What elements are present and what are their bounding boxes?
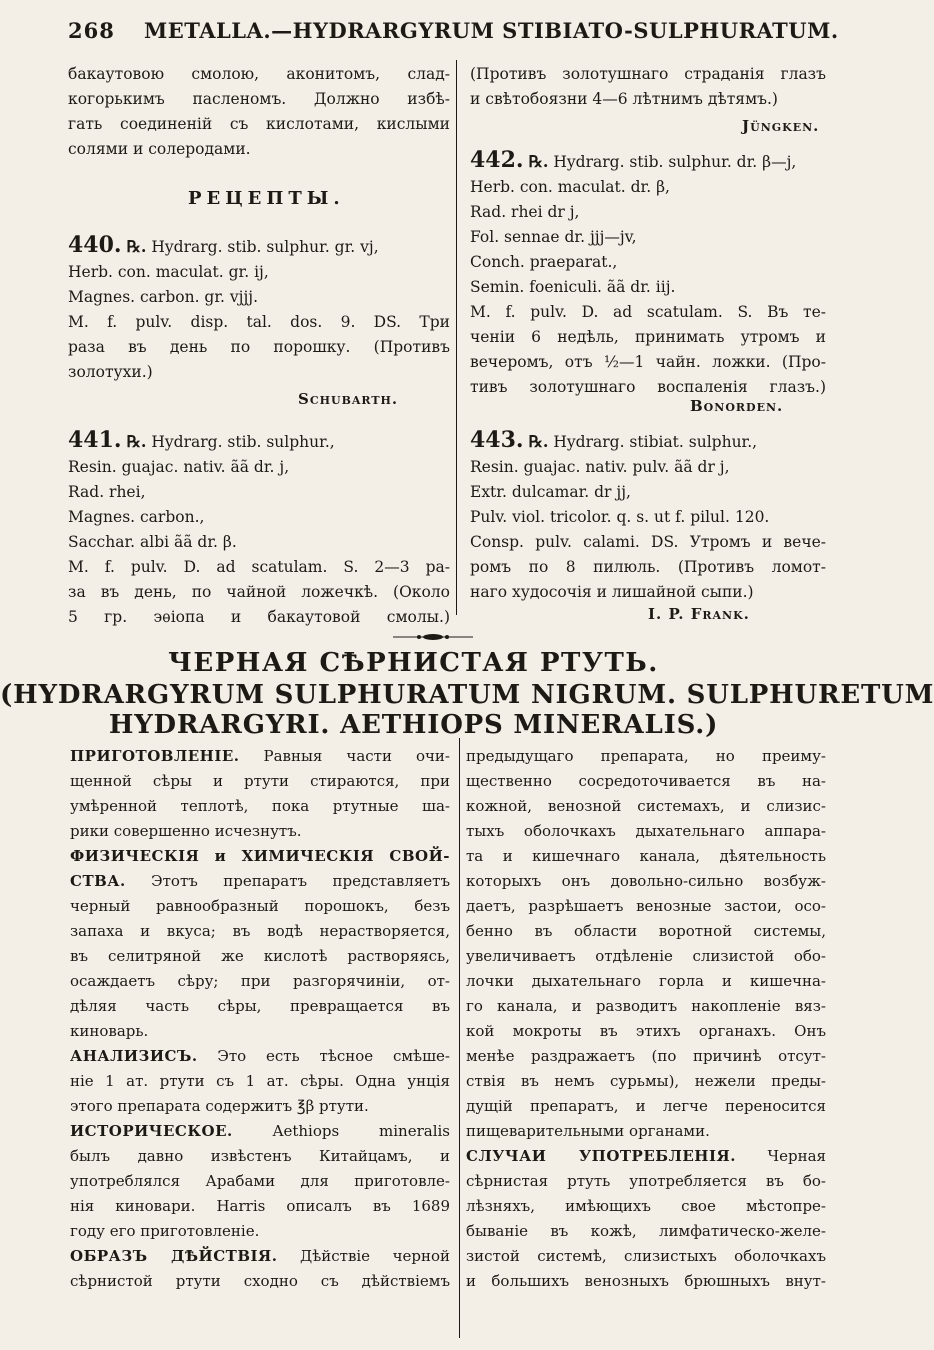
text-line (70, 1069, 450, 1094)
recipe-number: 440. (68, 232, 122, 258)
text-line (70, 869, 450, 894)
text-line (466, 1194, 826, 1219)
text-line: когорькимъ пасленомъ. Должно избѣ- (68, 90, 450, 108)
text-line (466, 794, 826, 819)
text-line (466, 969, 826, 994)
recipe-line: Magnes. carbon. gr. vjjj. (68, 288, 259, 306)
line-text: Aethiops mineralis (232, 1122, 450, 1140)
recipe-first-line (68, 425, 450, 455)
line-text: Дѣйствіе черной (277, 1247, 450, 1265)
recipe-line: Hydrarg. stib. sulphur. gr. vj, (151, 238, 379, 256)
line-text: щенной сѣры и ртути стираются, при (70, 772, 450, 790)
line-text: Черная (735, 1147, 826, 1165)
line-text: ніе 1 ат. ртути съ 1 ат. сѣры. Одна унція (70, 1072, 450, 1090)
line-text: этого препарата содержитъ ℥β ртути. (70, 1097, 369, 1115)
recipe-first-line (470, 425, 826, 455)
recipe-line: Extr. dulcamar. dr jj, (470, 483, 631, 501)
rx-symbol: ℞. (126, 237, 147, 256)
line-text: рики совершенно исчезнутъ. (70, 822, 302, 840)
line-text: умѣренной теплотѣ, пока ртутные ша- (70, 797, 450, 815)
recipe-line: вечеромъ, отъ ½—1 чайн. ложки. (Про- (470, 353, 826, 371)
recipe-line: Conch. praeparat., (470, 253, 618, 271)
running-header (68, 18, 839, 46)
line-text: кожной, венозной системахъ, и слизис- (466, 797, 826, 815)
recipe-line: наго худосочія и лишайной сыпи.) (470, 583, 754, 601)
line-text: кой мокроты въ этихъ органахъ. Онъ (466, 1022, 826, 1040)
recipe-line: 5 гр. эѳіопа и бакаутовой смолы.) (68, 608, 450, 626)
author-bonorden: Bonorden. (690, 397, 784, 415)
section-lead: ИСТОРИЧЕСКОЕ. (70, 1122, 233, 1140)
recipe-line: Hydrarg. stib. sulphur. dr. β—j, (553, 153, 797, 171)
line-text: въ селитряной же кислотѣ растворяясь, (70, 947, 450, 965)
text-line (466, 919, 826, 944)
text-line (70, 794, 450, 819)
line-text: щественно сосредоточивается въ на- (466, 772, 826, 790)
text-line (70, 894, 450, 919)
text-line (466, 1169, 826, 1194)
text-line (70, 919, 450, 944)
section-title: ЧЕРНАЯ СѢРНИСТАЯ РТУТЬ. (168, 648, 659, 678)
recipe-number: 442. (470, 147, 524, 173)
text-line: солями и солеродами. (68, 140, 251, 158)
author-jungken: Jüngken. (742, 117, 820, 135)
text-line (70, 1194, 450, 1219)
recipe-line: Magnes. carbon., (68, 508, 205, 526)
line-text: Этотъ препаратъ представляетъ (125, 872, 450, 890)
line-text: Это есть тѣсное смѣше- (197, 1047, 450, 1065)
text-line (466, 1019, 826, 1044)
recipe-line: Rad. rhei, (68, 483, 146, 501)
text-line (466, 1119, 826, 1144)
line-text: тыхъ оболочкахъ дыхательнаго аппара- (466, 822, 826, 840)
recipe-line: M. f. pulv. D. ad scatulam. S. 2—3 ра- (68, 558, 450, 576)
recipe-line: ромъ по 8 пилюль. (Противъ ломот- (470, 558, 826, 576)
text-line (70, 1119, 450, 1144)
recipe-440 (68, 230, 450, 385)
text-line: гать соединеній съ кислотами, кислыми (68, 115, 450, 133)
section-lead: СТВА. (70, 872, 126, 890)
line-text: нія киновари. Harris описалъ въ 1689 (70, 1197, 450, 1215)
top-right-intro (470, 62, 826, 112)
section-latin-title: HYDRARGYRI. AETHIOPS MINERALIS.) (108, 710, 719, 740)
text-line (70, 819, 450, 844)
text-line: (Противъ золотушнаго страданія глазъ (470, 65, 826, 83)
line-text: го канала, и разводитъ накопленіе вяз- (466, 997, 826, 1015)
recipe-line: Fol. sennae dr. jjj—jv, (470, 228, 637, 246)
recipe-442 (470, 145, 826, 400)
section-lead: ОБРАЗЪ ДѢЙСТВІЯ. (70, 1247, 278, 1265)
recipe-line: Resin. guajac. nativ. pulv. ãã dr j, (470, 458, 730, 476)
recipe-441 (68, 425, 450, 630)
text-line (466, 1094, 826, 1119)
line-text: году его приготовленіе. (70, 1222, 260, 1240)
text-line (70, 994, 450, 1019)
line-text: лочки дыхательнаго горла и кишечна- (466, 972, 826, 990)
recipe-line: Resin. guajac. nativ. ãã dr. j, (68, 458, 290, 476)
text-line (466, 1069, 826, 1094)
section-lead: СЛУЧАИ УПОТРЕБЛЕНІЯ. (466, 1147, 736, 1165)
text-line (466, 1269, 826, 1294)
top-left-intro (68, 62, 450, 162)
line-text: сѣрнистой ртути сходно съ дѣйствіемъ (70, 1272, 450, 1290)
line-text: дѣляя часть сѣры, превращается въ (70, 997, 450, 1015)
line-text: лѣзняхъ, имѣющихъ свое мѣстопре- (466, 1197, 826, 1215)
author-frank: I. P. Frank. (648, 605, 750, 623)
author-schubarth: Schubarth. (298, 390, 399, 408)
section-lead: ПРИГОТОВЛЕНІЕ. (70, 747, 240, 765)
recipe-line: M. f. pulv. D. ad scatulam. S. Въ те- (470, 303, 826, 321)
text-line (70, 1044, 450, 1069)
recipe-line: M. f. pulv. disp. tal. dos. 9. DS. Три (68, 313, 450, 331)
text-line (70, 1269, 450, 1294)
section-lead: ФИЗИЧЕСКІЯ и ХИМИЧЕСКІЯ СВОЙ- (70, 847, 450, 865)
line-text: предыдущаго препарата, но преиму- (466, 747, 826, 765)
line-text: бенно въ области воротной системы, (466, 922, 826, 940)
recipe-line: Hydrarg. stibiat. sulphur., (553, 433, 758, 451)
line-text: даетъ, разрѣшаетъ венозные застои, осо- (466, 897, 826, 915)
rx-symbol: ℞. (528, 152, 549, 171)
rx-symbol: ℞. (528, 432, 549, 451)
line-text: зистой системѣ, слизистыхъ оболочкахъ (466, 1247, 826, 1265)
text-line (466, 944, 826, 969)
recipe-number: 443. (470, 427, 524, 453)
section-lead: АНАЛИЗИСЪ. (70, 1047, 198, 1065)
column-rule-bottom (459, 738, 460, 1338)
line-text: та и кишечнаго канала, дѣятельность (466, 847, 826, 865)
text-line (466, 844, 826, 869)
text-line (466, 1044, 826, 1069)
recipe-line: Sacchar. albi ãã dr. β. (68, 533, 237, 551)
text-line (466, 1244, 826, 1269)
text-line (466, 744, 826, 769)
text-line (70, 769, 450, 794)
recipe-first-line (470, 145, 826, 175)
line-text: употреблялся Арабами для приготовле- (70, 1172, 450, 1190)
recipe-line: раза въ день по порошку. (Противъ (68, 338, 450, 356)
text-line (70, 1019, 450, 1044)
page-number: 268 (68, 18, 115, 43)
text-line (70, 1219, 450, 1244)
line-text: сѣрнистая ртуть употребляется въ бо- (466, 1172, 826, 1190)
column-rule-top (456, 60, 457, 615)
text-line (466, 819, 826, 844)
line-text: черный равнообразный порошокъ, безъ (70, 897, 450, 915)
text-line (466, 1144, 826, 1169)
line-text: киноварь. (70, 1022, 149, 1040)
text-line (466, 769, 826, 794)
text-line (466, 994, 826, 1019)
line-text: пищеварительными органами. (466, 1122, 710, 1140)
text-line (466, 1219, 826, 1244)
bottom-left-column (70, 744, 450, 1294)
text-line (466, 869, 826, 894)
recipe-line: тивъ золотушнаго воспаленія глазъ.) (470, 378, 826, 396)
line-text: дущій препаратъ, и легче переносится (466, 1097, 826, 1115)
text-line (70, 969, 450, 994)
recipe-number: 441. (68, 427, 122, 453)
line-text: бываніе въ кожѣ, лимфатическо-желе- (466, 1222, 826, 1240)
recipe-first-line (68, 230, 450, 260)
line-text: и большихъ венозныхъ брюшныхъ внут- (466, 1272, 826, 1290)
recipe-line: Herb. con. maculat. gr. ij, (68, 263, 269, 281)
text-line (70, 1144, 450, 1169)
recipes-heading: РЕЦЕПТЫ. (188, 188, 345, 209)
bottom-right-column (466, 744, 826, 1294)
recipe-line: Consp. pulv. calami. DS. Утромъ и вече- (470, 533, 826, 551)
recipe-line: за въ день, по чайной ложечкѣ. (Около (68, 583, 450, 601)
recipe-line: Herb. con. maculat. dr. β, (470, 178, 670, 196)
running-title: METALLA.—HYDRARGYRUM STIBIATO-SULPHURATUM. (144, 18, 839, 43)
line-text: запаха и вкуса; въ водѣ нерастворяется, (70, 922, 450, 940)
text-line (466, 894, 826, 919)
text-line: бакаутовою смолою, аконитомъ, слад- (68, 65, 450, 83)
ornament-divider-icon (393, 633, 473, 641)
line-text: увеличиваетъ отдѣленіе слизистой обо- (466, 947, 826, 965)
recipe-443 (470, 425, 826, 605)
text-line (70, 1094, 450, 1119)
rx-symbol: ℞. (126, 432, 147, 451)
text-line (70, 1244, 450, 1269)
recipe-line: ченіи 6 недѣль, принимать утромъ и (470, 328, 826, 346)
line-text: Равныя части очи- (239, 747, 450, 765)
recipe-line: золотухи.) (68, 363, 153, 381)
recipe-line: Hydrarg. stib. sulphur., (151, 433, 335, 451)
text-line: и свѣтобоязни 4—6 лѣтнимъ дѣтямъ.) (470, 90, 778, 108)
line-text: ствія въ немъ сурьмы), нежели преды- (466, 1072, 826, 1090)
recipe-line: Pulv. viol. tricolor. q. s. ut f. pilul. 120. (470, 508, 770, 526)
text-line (70, 844, 450, 869)
line-text: которыхъ онъ довольно-сильно возбуж- (466, 872, 826, 890)
line-text: менѣе раздражаетъ (по причинѣ отсут- (466, 1047, 826, 1065)
recipe-line: Rad. rhei dr j, (470, 203, 580, 221)
text-line (70, 744, 450, 769)
line-text: былъ давно извѣстенъ Китайцамъ, и (70, 1147, 450, 1165)
recipe-line: Semin. foeniculi. ãã dr. iij. (470, 278, 676, 296)
section-latin-title: (HYDRARGYRUM SULPHURATUM NIGRUM. SULPHURETUM (0, 680, 934, 710)
text-line (70, 1169, 450, 1194)
text-line (70, 944, 450, 969)
line-text: осаждаетъ сѣру; при разгорячиніи, от- (70, 972, 450, 990)
